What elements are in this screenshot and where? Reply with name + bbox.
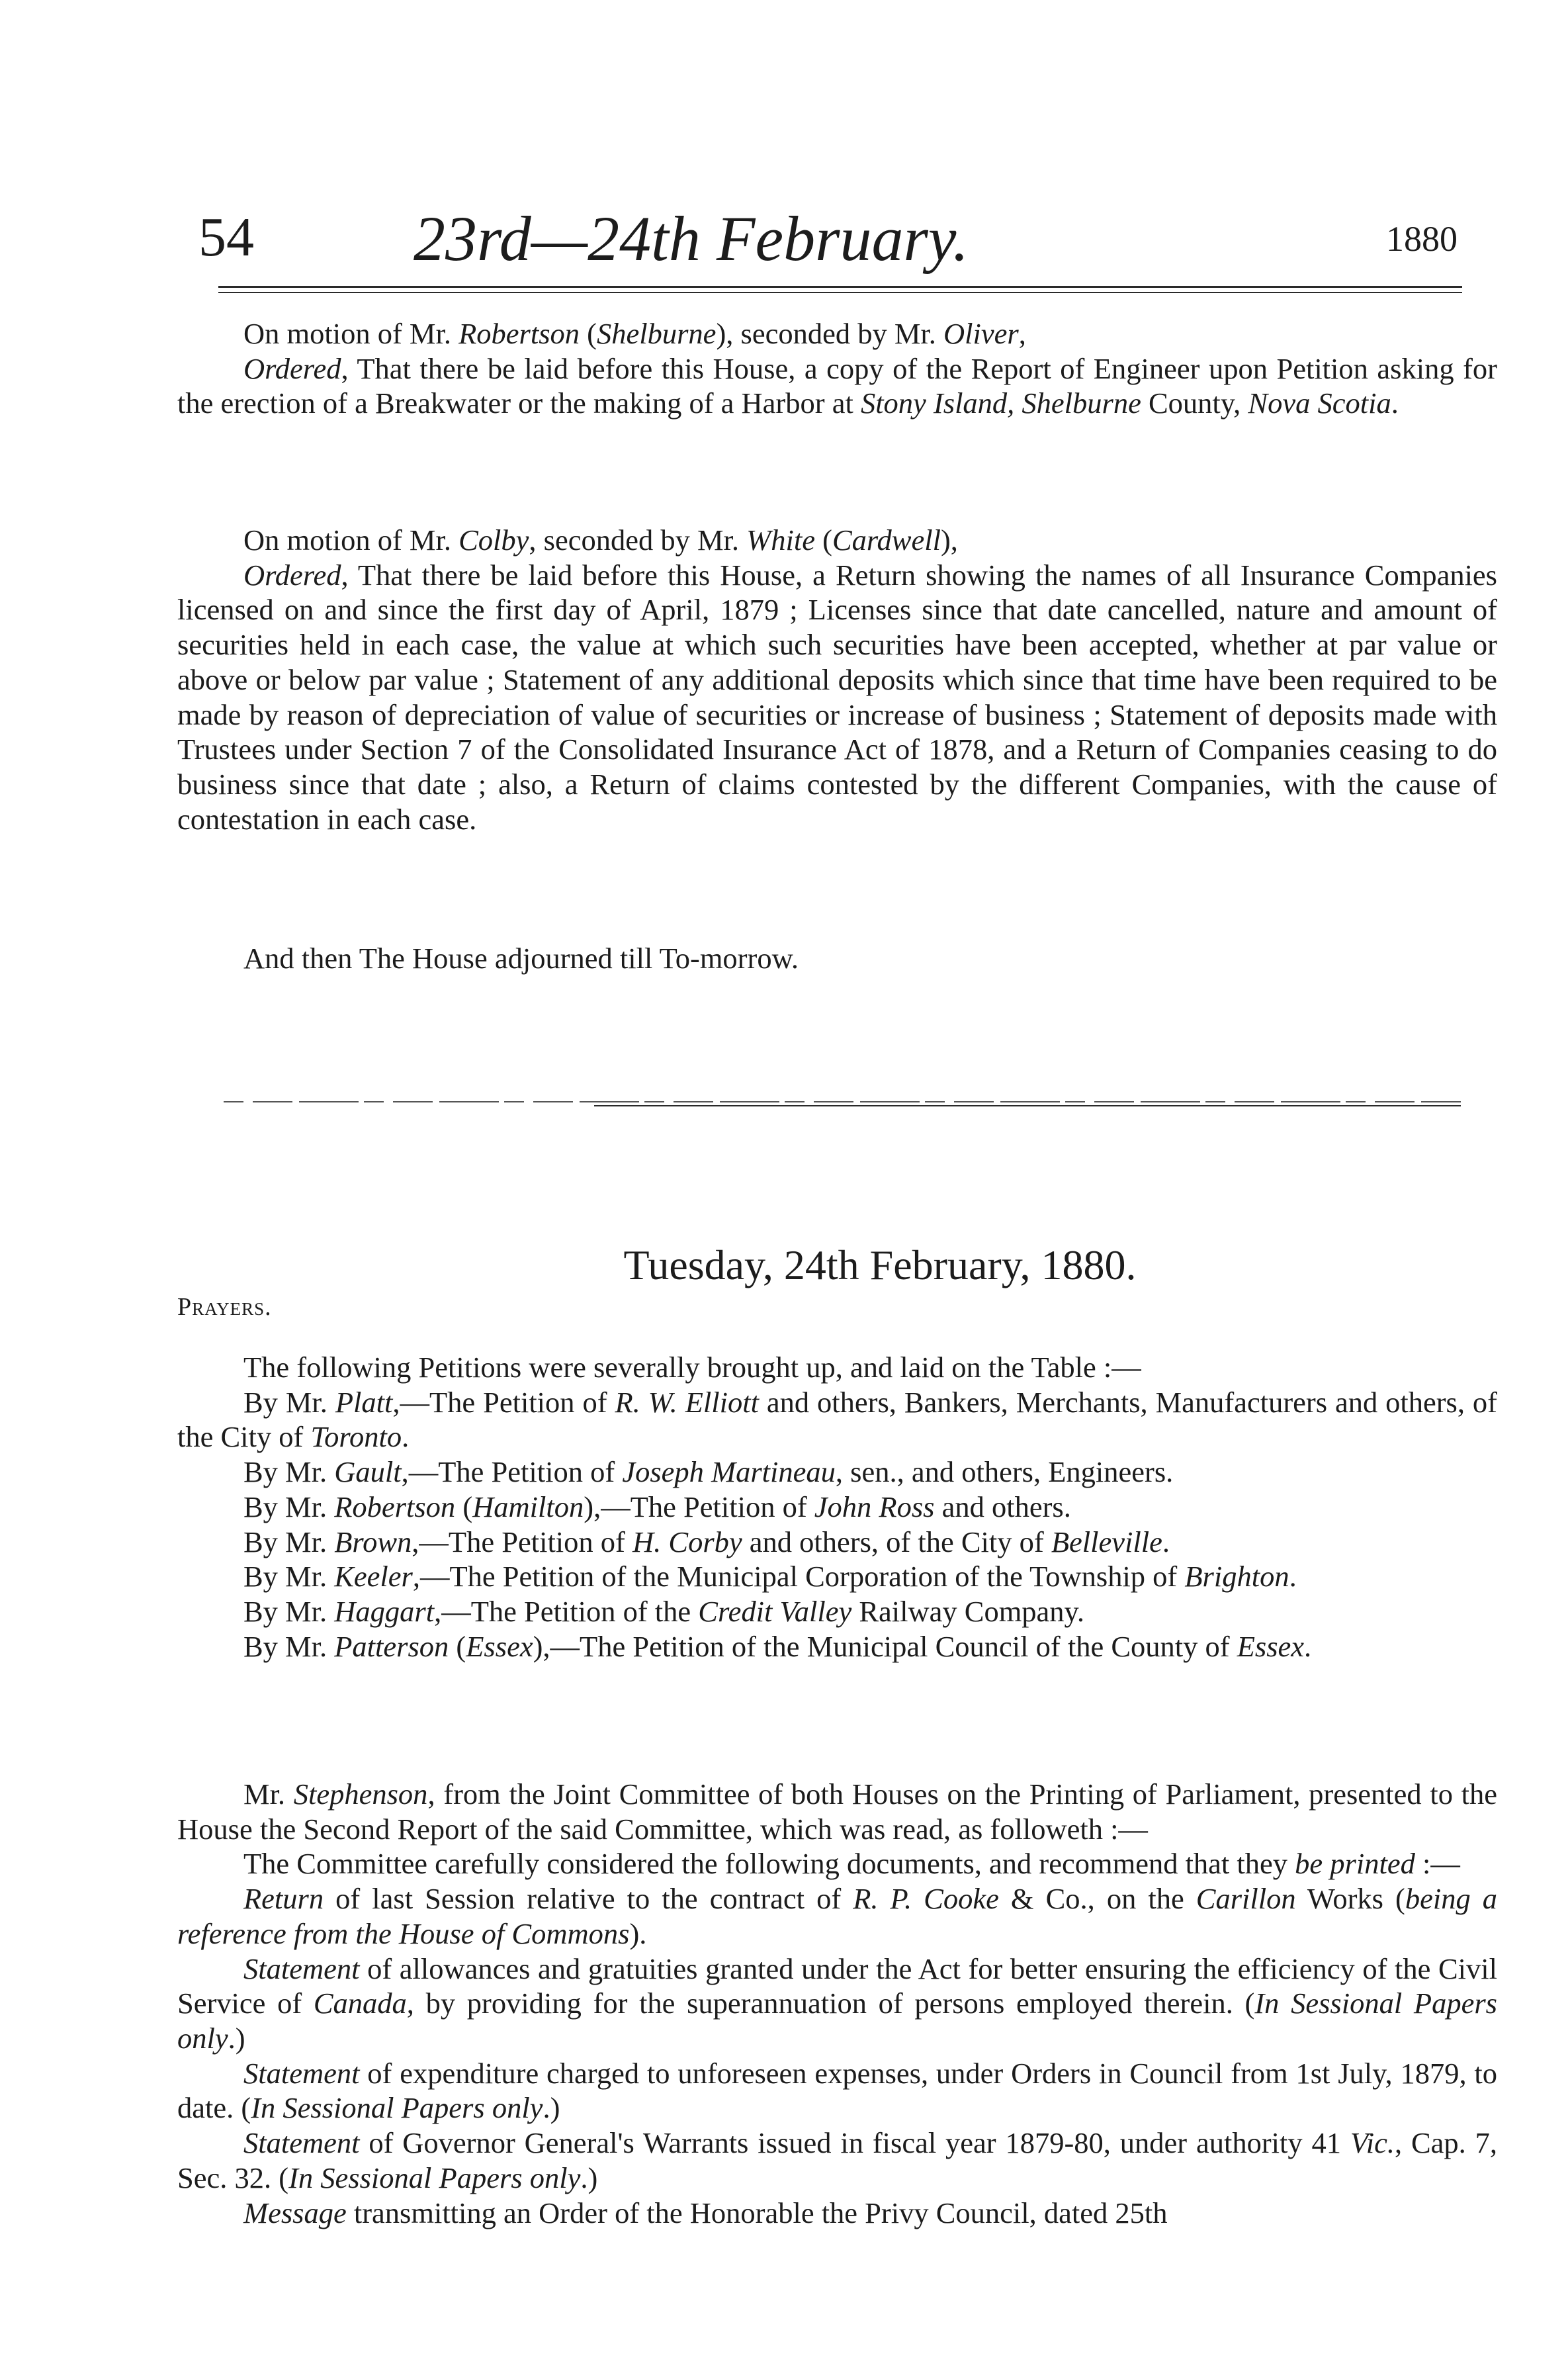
petitions (177, 1350, 1497, 1664)
day-heading: Tuesday, 24th February, 1880. (623, 1241, 1137, 1288)
petition-item: By Mr. Keeler,—The Petition of the Municipal Corporation of the Township of Brighton. (243, 1560, 1297, 1593)
report-committee: The Committee carefully considered the following documents, and recommend that they be printed :— (243, 1847, 1460, 1881)
report-intro: Mr. Stephenson, from the Joint Committee of both Houses on the Printing of Parliament, presented to the House the Second Report of the said Committee, which was read, as followeth :— (177, 1777, 1497, 1846)
petition-item: By Mr. Patterson (Essex),—The Petition of the Municipal Council of the County of Essex. (243, 1629, 1312, 1663)
prayers-label: Prayers. (177, 1293, 272, 1321)
motion-colby (177, 523, 1497, 836)
motion-robertson (177, 316, 1497, 421)
petition-item: By Mr. Platt,—The Petition of R. W. Elliott and others, Bankers, Merchants, Manufacturers and others, of the City of Toronto. (177, 1385, 1497, 1454)
motion-line: On motion of Mr. Colby, seconded by Mr. White (Cardwell), (243, 523, 958, 557)
page-date: 23rd—24th February. (414, 203, 969, 274)
report-item: Statement of Governor General's Warrants issued in fiscal year 1879-80, under authority 41 Vic., Cap. 7, Sec. 32. (In Sessional Papers only.) (177, 2126, 1497, 2194)
petition-item: By Mr. Gault,—The Petition of Joseph Martineau, sen., and others, Engineers. (243, 1455, 1174, 1489)
order-text: Ordered, That there be laid before this House, a Return showing the names of all Insurance Companies licensed on and since the first day of April, 1879 ; Licenses since that date cancelled, nature and amount of securities held in each case, the value at which such securities have been accepted, whether at par value or above or below par value ; Statement of any additional deposits which since that time have been required to be made by reason of depreciation of value of securities or increase of business ; Statement of deposits made with Trustees under Section 7 of the Consolidated Insurance Act of 1878, and a Return of Companies ceasing to do business since that date ; also, a Return of claims contested by the different Companies, with the cause of contestation in each case. (177, 558, 1497, 836)
header-rule-bottom (218, 292, 1462, 293)
petition-item: By Mr. Brown,—The Petition of H. Corby and others, of the City of Belleville. (243, 1525, 1170, 1558)
motion-line: On motion of Mr. Robertson (Shelburne), seconded by Mr. Oliver, (243, 317, 1026, 350)
adjournment: And then The House adjourned till To-morrow. (243, 942, 799, 975)
petition-item: By Mr. Robertson (Hamilton),—The Petition of John Ross and others. (243, 1490, 1071, 1523)
header-rule-top (218, 286, 1462, 288)
page-year: 1880 (1386, 219, 1458, 259)
report-item: Statement of allowances and gratuities granted under the Act for better ensuring the efficiency of the Civil Service of Canada, by providing for the superannuation of persons employed therein. (In Sessional Papers only.) (177, 1951, 1497, 2055)
report-item: Statement of expenditure charged to unforeseen expenses, under Orders in Council from 1st July, 1879, to date. (In Sessional Papers only.) (177, 2056, 1497, 2125)
petitions-intro: The following Petitions were severally brought up, and laid on the Table :— (243, 1351, 1141, 1384)
page-header (0, 199, 1568, 285)
petition-item: By Mr. Haggart,—The Petition of the Credit Valley Railway Company. (243, 1595, 1085, 1629)
committee-report (177, 1777, 1497, 2230)
report-item: Message transmitting an Order of the Honorable the Privy Council, dated 25th (243, 2196, 1168, 2229)
section-divider (224, 1099, 1461, 1109)
page-number: 54 (198, 206, 254, 268)
order-text: Ordered, That there be laid before this House, a copy of the Report of Engineer upon Petition asking for the erection of a Breakwater or the making of a Harbor at Stony Island, Shelburne County, Nova Scotia. (177, 351, 1497, 420)
report-item: Return of last Session relative to the contract of R. P. Cooke & Co., on the Carillon Works (being a reference from the House of Commons). (177, 1882, 1498, 1950)
